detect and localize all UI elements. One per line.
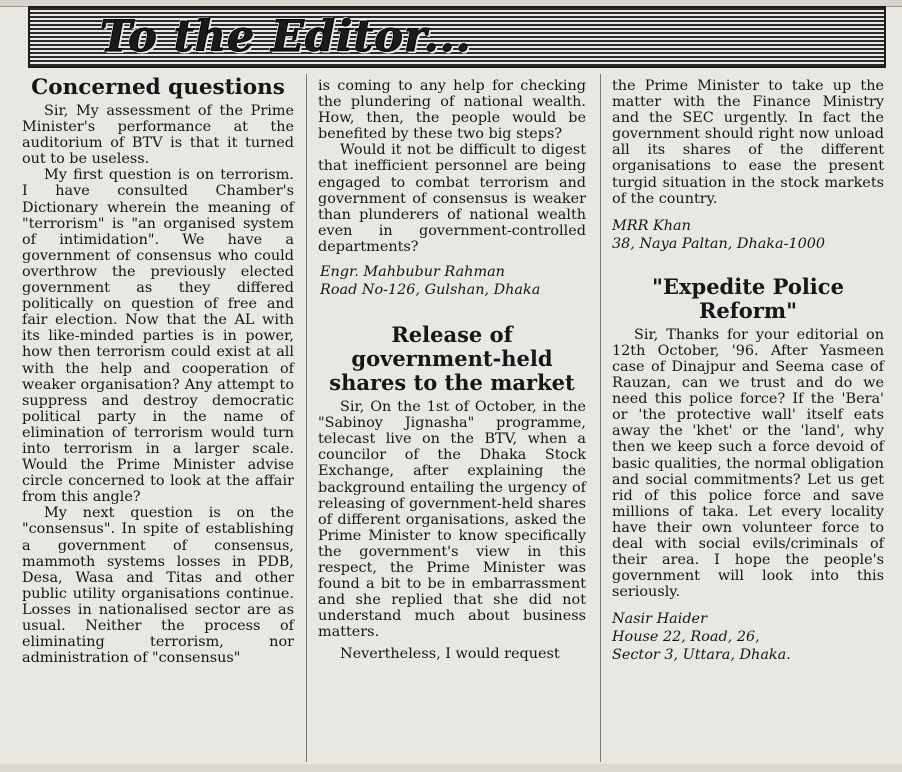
signature-name: Engr. Mahbubur Rahman — [320, 264, 505, 281]
letter-paragraph: Sir, On the 1st of October, in the "Sabinoy Jignasha" programme, telecast live on the BTV, when a councilor of the Dhaka Stock Exchange, after explaining the background entailing the urgency of releasing of government-held shares of different organisations, asked the Prime Minister to know specifically the government's view in this respect, the Prime Minister was found a bit to be in embarrassment and she replied that she did not understand much about business matters. — [318, 399, 586, 641]
letter-paragraph: Sir, Thanks for your editorial on 12th October, '96. After Yasmeen case of Dinajpur and Seema case of Rauzan, can we trust and do we need this police force? If the 'Bera' or 'the protective wall' itself eats away the 'khet' or the 'land', why then we keep such a force devoid of basic qualities, the normal obligation and social commitments? Let us get rid of this police force and save millions of taka. Let every locality have their own volunteer force to deal with social evils/criminals of their area. I hope the people's government will look into this seriously. — [612, 326, 884, 601]
section-title: To the Editor... — [100, 12, 472, 62]
signature-name: MRR Khan — [612, 217, 691, 234]
letter-paragraph: Sir, My assessment of the Prime Minister's performance at the auditorium of BTV is that it turned out to be useless. — [22, 103, 294, 168]
letter-paragraph: the Prime Minister to take up the matter with the Finance Ministry and the SEC urgently. In fact the government should right now unload all its shares of the different organisations to ease the present turgid situation in the stock markets of the country. — [612, 78, 884, 207]
signature-address: Sector 3, Uttara, Dhaka. — [612, 647, 791, 664]
letter-paragraph: My first question is on terrorism. I have consulted Chamber's Dictionary wherein the meaning of "terrorism" is "an organised system of intimidation". We have a government of consensus who could overthrow the previously elected government as they differed politically on question of free and fair election. Now that the AL with its like-minded parties is in power, how then terrorism could exist at all with the help and cooperation of weaker organisation? Any attempt to suppress and destroy democratic political party in the name of elimination of terrorism would turn into terrorism in a larger scale. Would the Prime Minister advise circle concerned to look at the affair from this angle? — [22, 167, 294, 506]
letter-heading-line: Reform" — [698, 297, 798, 323]
signature-address: House 22, Road, 26, — [612, 629, 760, 646]
column-3 — [612, 78, 884, 664]
signature-name: Nasir Haider — [612, 611, 707, 628]
column-2 — [318, 78, 586, 663]
letter-heading-line: Release of — [391, 322, 513, 348]
letter-heading-line: shares to the market — [329, 370, 575, 396]
page-bottom-edge — [0, 764, 902, 772]
letter-paragraph: Nevertheless, I would request — [340, 646, 560, 663]
letter-paragraph: My next question is on the "consensus". In spite of establishing a government of consensus, mammoth systems losses in PDB, Desa, Wasa and Titas and other public utility organisations continue. Losses in nationalised sector are as usual. Neither the process of eliminating terrorism, nor administration of "consensus" — [22, 505, 294, 667]
letter-heading: Concerned questions — [31, 75, 285, 100]
letter-heading-line: government-held — [351, 346, 553, 372]
signature-address: Road No-126, Gulshan, Dhaka — [320, 282, 541, 299]
letter-paragraph: is coming to any help for checking the plundering of national wealth. How, then, the people would be benefited by these two big steps? — [318, 78, 586, 143]
letter-heading-line: "Expedite Police — [652, 273, 844, 299]
section-banner — [28, 6, 886, 68]
column-divider — [600, 74, 601, 762]
column-divider — [306, 74, 307, 762]
column-1 — [22, 74, 294, 666]
signature-address: 38, Naya Paltan, Dhaka-1000 — [612, 235, 826, 252]
letter-paragraph: Would it not be difficult to digest that inefficient personnel are being engaged to combat terrorism and government of consensus is weaker than plunderers of national wealth even in government-controlled departments? — [318, 142, 586, 255]
